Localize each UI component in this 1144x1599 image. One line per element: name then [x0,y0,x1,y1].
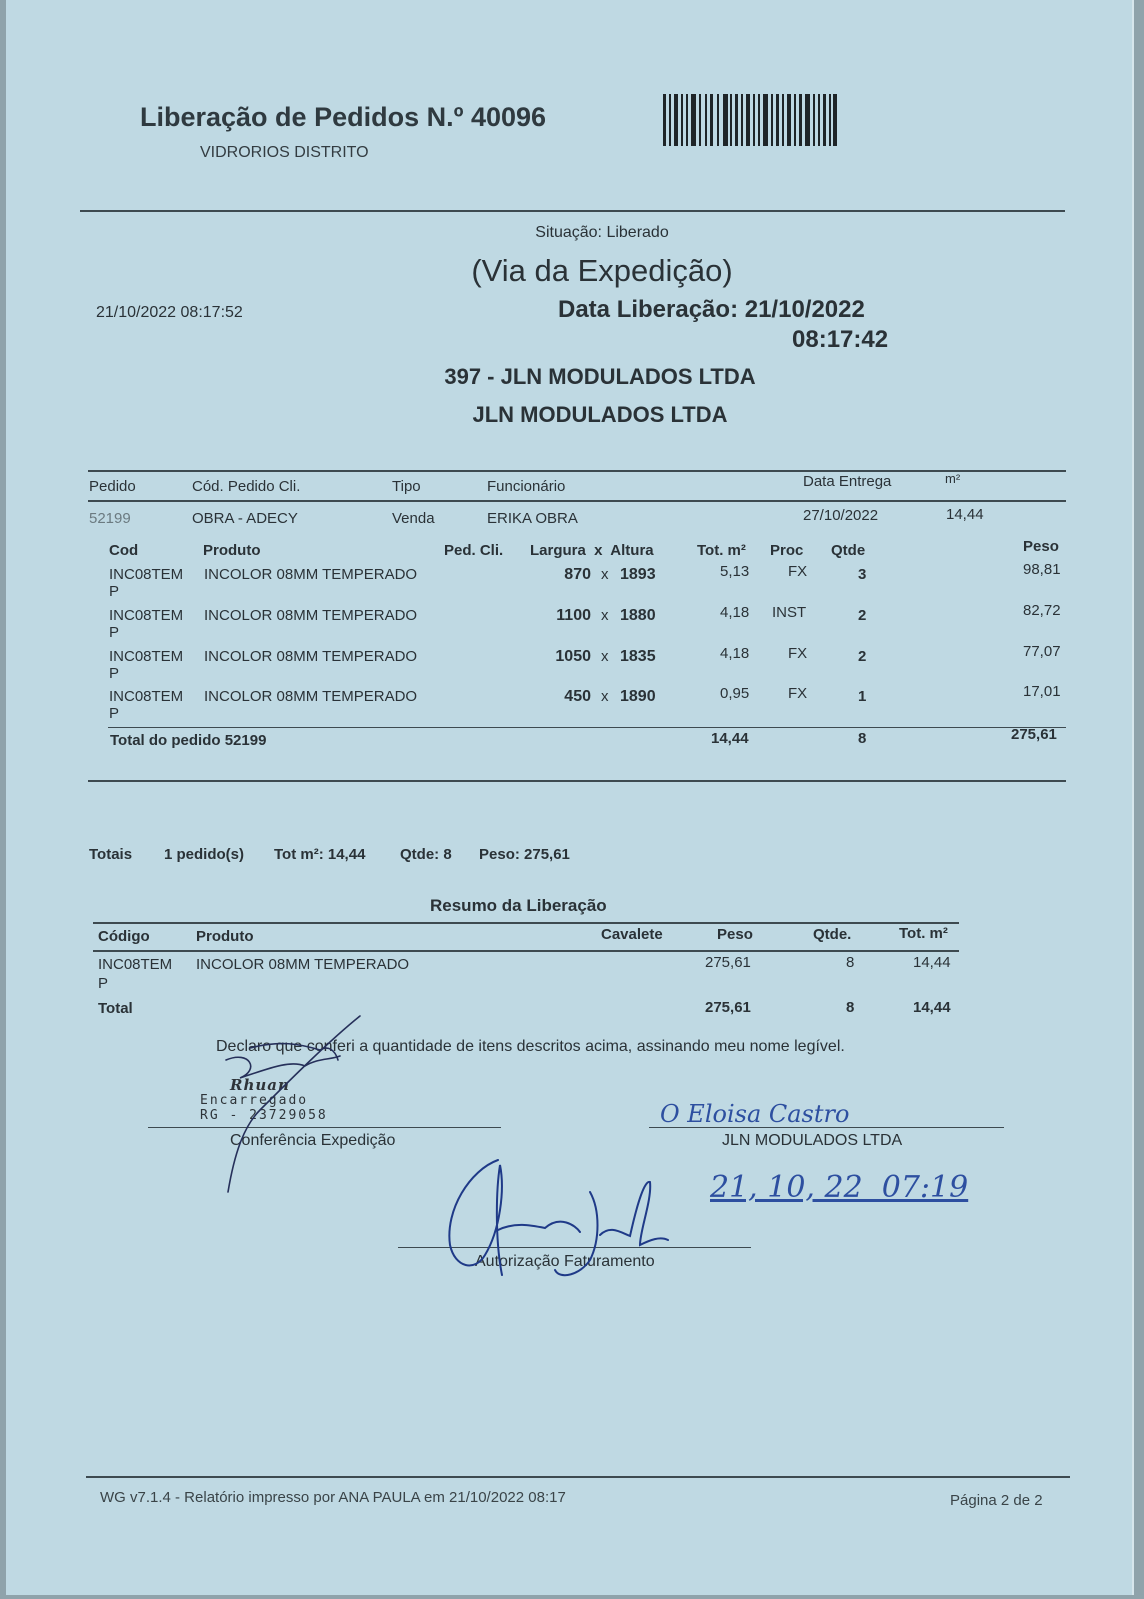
summary-codigo-suffix: P [98,975,109,992]
order-number: 52199 [89,510,131,527]
order-total-qtde: 8 [858,730,867,747]
items-col-proc: Proc [770,542,804,559]
page-number: Página 2 de 2 [950,1492,1043,1509]
company-name: VIDRORIOS DISTRITO [200,144,369,161]
signature-line-autorizacao [398,1247,751,1248]
col-data-entrega: Data Entrega [803,473,892,490]
report-footer: WG v7.1.4 - Relatório impresso por ANA PAULA em 21/10/2022 08:17 [100,1489,566,1506]
totals-qtde: Qtde: 8 [400,846,452,863]
summary-codigo: INC08TEM [98,956,173,973]
col-cod-pedido-cli: Cód. Pedido Cli. [192,478,301,495]
item-peso: 17,01 [1023,683,1061,700]
item-row [0,602,1144,647]
item-x: x [601,607,609,624]
item-largura: 450 [564,688,591,705]
release-date: Data Liberação: 21/10/2022 [558,296,865,323]
stamp-name: Rhuan [230,1076,290,1094]
signature-line-conferencia [148,1127,501,1128]
order-total-m2: 14,44 [711,730,749,747]
client-name: JLN MODULADOS LTDA [472,402,728,427]
summary-col-codigo: Código [98,928,150,945]
item-peso: 77,07 [1023,643,1061,660]
summary-col-tot-m2: Tot. m² [899,925,948,942]
item-row [0,643,1144,688]
item-altura: 1880 [620,607,656,624]
items-col-cod: Cod [109,542,139,559]
status-text: Situação: Liberado [535,224,669,241]
item-produto: INCOLOR 08MM TEMPERADO [204,688,418,705]
col-funcionario: Funcionário [487,478,566,495]
item-cod: INC08TEM [109,688,184,705]
stamp-rg: RG - 23729058 [200,1108,328,1123]
summary-title: Resumo da Liberação [430,896,607,915]
order-tipo: Venda [392,510,435,527]
totals-peso: Peso: 275,61 [479,846,570,863]
items-col-peso: Peso [1023,538,1059,555]
footer-divider [86,1476,1070,1478]
col-tipo: Tipo [392,478,421,495]
items-col-produto: Produto [203,542,261,559]
item-qtde: 2 [858,607,867,624]
totals-pedidos: 1 pedido(s) [164,846,245,863]
item-qtde: 1 [858,688,867,705]
item-cod-suffix: P [109,705,120,722]
items-col-qtde: Qtde [831,542,866,559]
item-tot-m2: 4,18 [720,645,750,662]
order-cod-cli: OBRA - ADECY [192,510,298,527]
item-x: x [601,648,609,665]
item-produto: INCOLOR 08MM TEMPERADO [204,607,418,624]
item-x: x [601,566,609,583]
item-proc: FX [788,645,808,662]
document-title: Liberação de Pedidos N.º 40096 [140,102,547,132]
item-produto: INCOLOR 08MM TEMPERADO [204,648,418,665]
totals-label: Totais [89,846,133,863]
item-tot-m2: 4,18 [720,604,750,621]
item-cod-suffix: P [109,583,120,600]
order-data-entrega: 27/10/2022 [803,507,879,524]
item-proc: FX [788,685,808,702]
printed-datetime: 21/10/2022 08:17:52 [96,304,243,321]
item-altura: 1835 [620,648,656,665]
summary-col-qtde: Qtde. [813,926,852,943]
item-peso: 98,81 [1023,561,1061,578]
item-produto: INCOLOR 08MM TEMPERADO [204,566,418,583]
item-proc: INST [772,604,807,621]
summary-total-label: Total [98,1000,133,1017]
summary-total-qtde: 8 [846,999,855,1016]
totals-m2: Tot m²: 14,44 [274,846,366,863]
item-altura: 1890 [620,688,656,705]
item-largura: 870 [564,566,591,583]
item-qtde: 2 [858,648,867,665]
signature-label-autorizacao: Autorização Faturamento [475,1253,655,1270]
summary-col-peso: Peso [717,926,753,943]
item-largura: 1050 [555,648,591,665]
items-col-ped-cli: Ped. Cli. [444,542,504,559]
item-largura: 1100 [556,607,591,624]
barcode [663,94,837,146]
signature-label-jln: JLN MODULADOS LTDA [722,1132,903,1149]
handwritten-date: 21, 10, 22 07:19 [710,1170,969,1205]
items-col-tot-m2: Tot. m² [697,542,746,559]
item-tot-m2: 0,95 [720,685,750,702]
item-cod: INC08TEM [109,566,184,583]
order-bottom-divider [88,780,1066,782]
employee-stamp [200,1078,328,1123]
summary-col-produto: Produto [196,928,254,945]
item-tot-m2: 5,13 [720,563,750,580]
summary-total-tot-m2: 14,44 [913,999,951,1016]
handwritten-signer-name: O Eloisa Castro [660,1100,850,1128]
col-m2: m² [945,471,961,486]
summary-qtde: 8 [846,954,855,971]
client-code-name: 397 - JLN MODULADOS LTDA [444,364,756,389]
declaration-text: Declaro que conferi a quantidade de itens descritos acima, assinando meu nome legível. [216,1038,845,1055]
order-total-label: Total do pedido 52199 [110,732,267,749]
release-time: 08:17:42 [792,326,889,353]
items-col-largura-altura: Largura x Altura [530,542,654,559]
order-funcionario: ERIKA OBRA [487,510,578,527]
order-total-peso: 275,61 [1011,726,1057,743]
header-divider [80,210,1065,212]
item-altura: 1893 [620,566,656,583]
summary-tot-m2: 14,44 [913,954,951,971]
summary-header-divider [93,950,959,952]
col-pedido: Pedido [89,478,136,495]
item-row [0,683,1144,728]
item-x: x [601,688,609,705]
summary-col-cavalete: Cavalete [601,926,663,943]
summary-produto: INCOLOR 08MM TEMPERADO [196,956,410,973]
summary-peso: 275,61 [705,954,751,971]
copy-type: (Via da Expedição) [471,253,733,288]
order-header-divider [88,500,1066,502]
order-m2: 14,44 [946,506,984,523]
summary-total-peso: 275,61 [705,999,751,1016]
item-cod: INC08TEM [109,607,184,624]
item-cod-suffix: P [109,665,120,682]
item-row [0,561,1144,606]
item-cod: INC08TEM [109,648,184,665]
order-total-divider [108,727,1066,728]
summary-top-divider [93,922,959,924]
stamp-role: Encarregado [200,1093,309,1108]
signature-label-conferencia: Conferência Expedição [230,1132,396,1149]
item-qtde: 3 [858,566,867,583]
item-proc: FX [788,563,808,580]
item-cod-suffix: P [109,624,120,641]
order-top-divider [88,470,1066,472]
item-peso: 82,72 [1023,602,1061,619]
